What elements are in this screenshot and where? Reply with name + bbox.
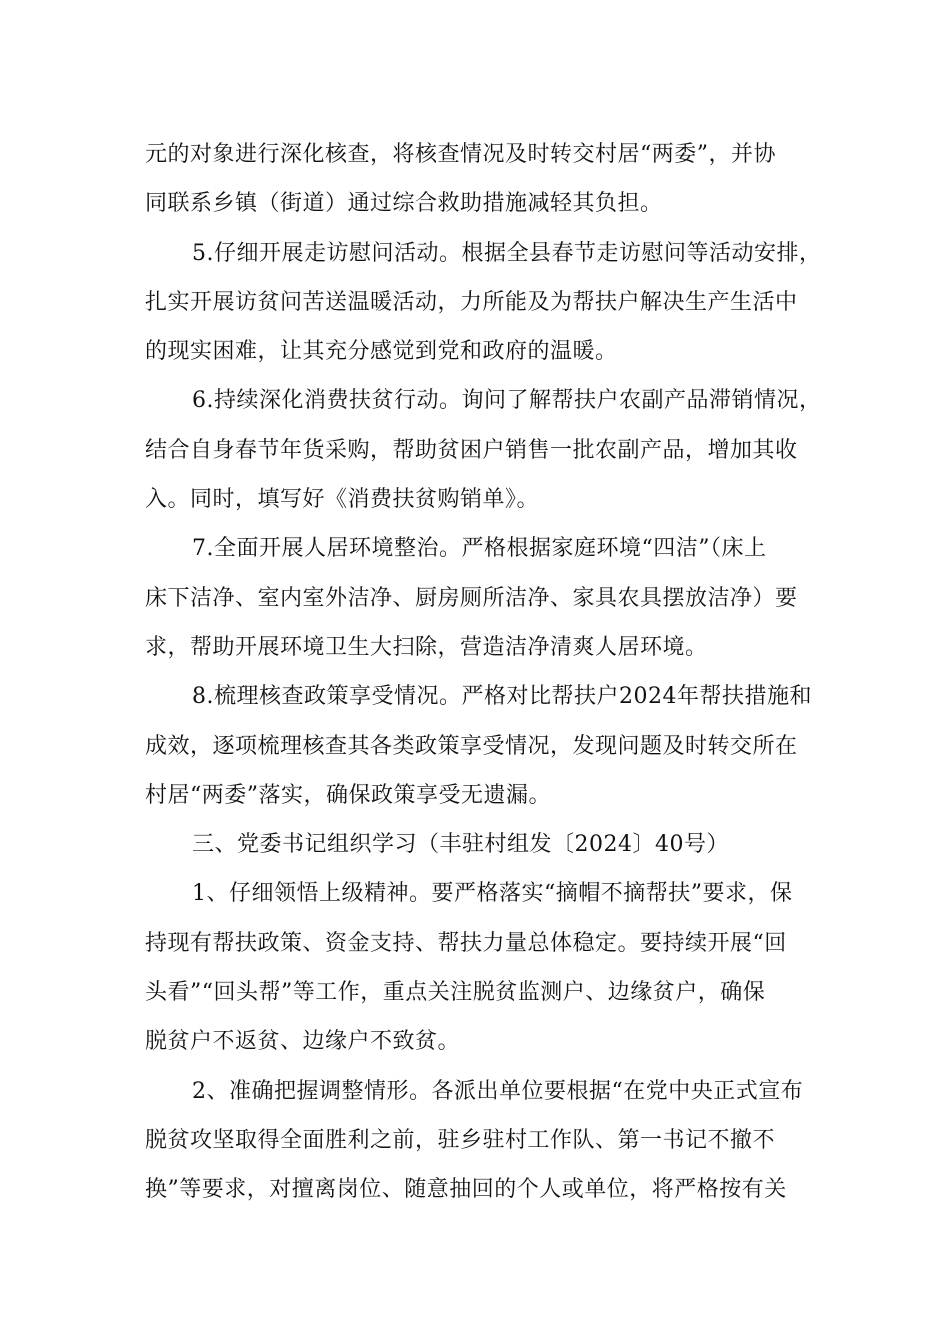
text-line: 5.仔细开展走访慰问活动。根据全县春节走访慰问等活动安排， <box>192 240 822 266</box>
text-line: 结合自身春节年货采购，帮助贫困户销售一批农副产品，增加其收 <box>145 437 798 463</box>
text-line: 脱贫户不返贫、边缘户不致贫。 <box>145 1029 461 1055</box>
text-line: 扎实开展访贫问苦送温暖活动，力所能及为帮扶户解决生产生活中 <box>145 289 798 315</box>
text-line: 求，帮助开展环境卫生大扫除，营造洁净清爽人居环境。 <box>145 634 708 660</box>
text-line: 元的对象进行深化核查，将核查情况及时转交村居“两委”，并协 <box>145 142 776 167</box>
text-line: 床下洁净、室内室外洁净、厨房厕所洁净、家具农具摆放洁净）要 <box>145 585 798 611</box>
text-line: 村居“两委”落实，确保政策享受无遗漏。 <box>145 782 551 808</box>
text-line: 1、仔细领悟上级精神。要严格落实“摘帽不摘帮扶”要求，保 <box>192 881 793 907</box>
text-line: 入。同时，填写好《消费扶贫购销单》。 <box>145 487 540 513</box>
text-line: 同联系乡镇（街道）通过综合救助措施减轻其负担。 <box>145 191 663 217</box>
text-line: 换”等要求，对擅离岗位、随意抽回的个人或单位，将严格按有关 <box>145 1177 787 1203</box>
text-line: 8.梳理核查政策享受情况。严格对比帮扶户2024年帮扶措施和 <box>192 684 812 710</box>
text-line: 的现实困难，让其充分感觉到党和政府的温暖。 <box>145 339 618 365</box>
text-line: 7.全面开展人居环境整治。严格根据家庭环境“四洁”（床上 <box>192 536 767 562</box>
text-line: 头看”“回头帮”等工作，重点关注脱贫监测户、边缘贫户，确保 <box>145 980 766 1006</box>
document-body <box>145 130 825 1215</box>
text-line: 成效，逐项梳理核查其各类政策享受情况，发现问题及时转交所在 <box>145 733 798 759</box>
text-line: 持现有帮扶政策、资金支持、帮扶力量总体稳定。要持续开展“回 <box>145 930 787 956</box>
text-line: 2、准确把握调整情形。各派出单位要根据“在党中央正式宣布 <box>192 1078 804 1104</box>
text-line: 脱贫攻坚取得全面胜利之前，驻乡驻村工作队、第一书记不撤不 <box>145 1127 776 1153</box>
text-line: 6.持续深化消费扶贫行动。询问了解帮扶户农副产品滞销情况， <box>192 388 822 414</box>
text-line: 三、党委书记组织学习（丰驻村组发〔2024〕40号） <box>192 832 729 858</box>
